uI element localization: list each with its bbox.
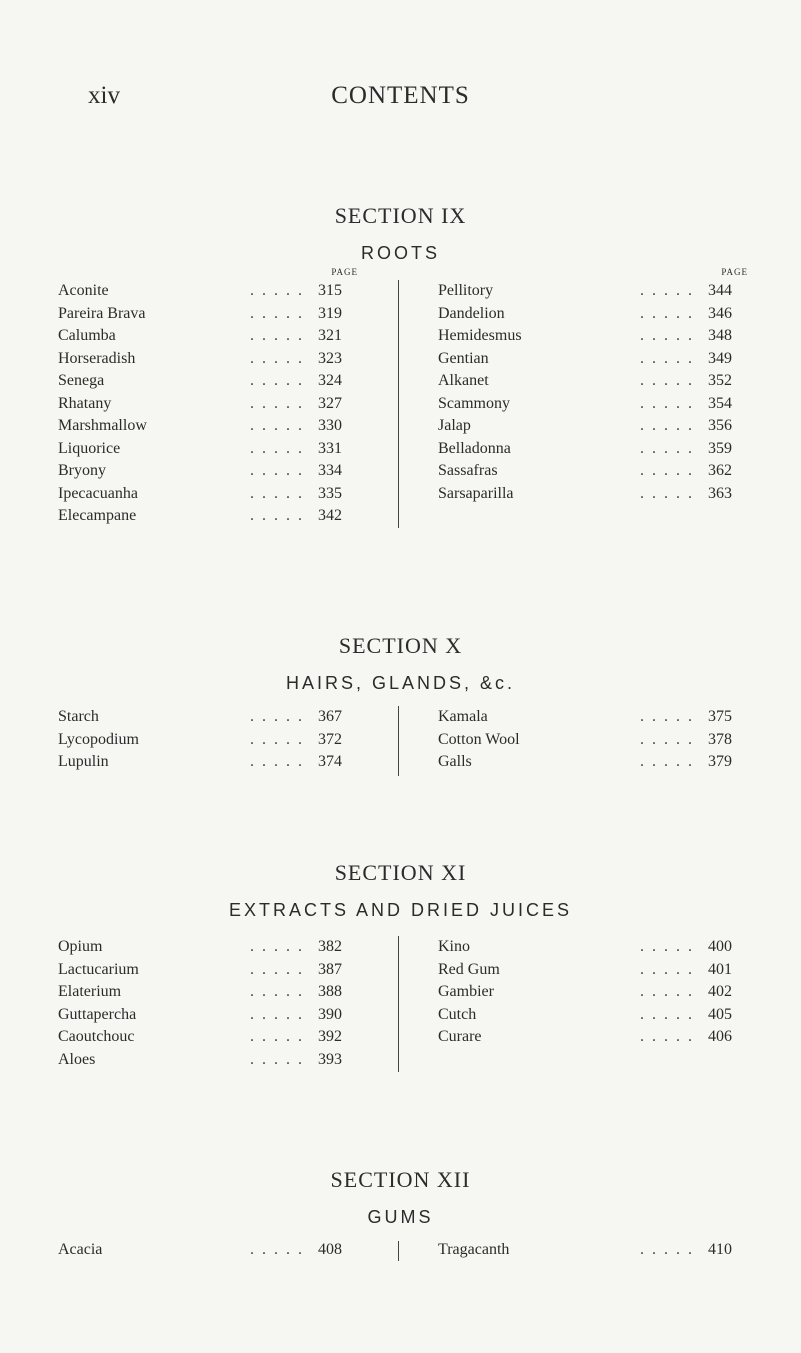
entry-page-number: 315	[318, 282, 342, 299]
entry-page-number: 359	[708, 439, 732, 457]
entry-title: Acacia	[58, 1239, 108, 1261]
entry-page-number: 372	[318, 730, 342, 748]
dot-leader: .....	[250, 349, 310, 367]
section-subtitle: GUMS	[367, 1207, 434, 1227]
entry-title: Opium	[58, 936, 108, 958]
toc-column-right	[438, 936, 748, 1049]
dot-leader: .....	[250, 1028, 310, 1045]
entry-title: Aconite	[58, 280, 115, 302]
entry-page-number: 379	[708, 753, 732, 770]
entry-page-number: 393	[318, 1050, 342, 1068]
entry-title: Calumba	[58, 325, 122, 347]
entry-title: Belladonna	[438, 438, 517, 460]
entry-page-number: 378	[708, 730, 732, 748]
dot-leader: .....	[640, 983, 700, 1000]
page-number: xiv	[88, 82, 120, 109]
entry-page-number: 354	[708, 394, 732, 412]
entry-title: Elecampane	[58, 505, 142, 527]
toc-entry	[58, 280, 358, 303]
toc-entry	[438, 370, 748, 393]
dot-leader: .....	[640, 394, 700, 412]
running-title: CONTENTS	[331, 82, 470, 109]
section-subtitle: EXTRACTS AND DRIED JUICES	[228, 900, 573, 920]
entry-page-number: 367	[318, 708, 342, 725]
section-subtitle: ROOTS	[360, 243, 440, 263]
column-divider	[398, 280, 399, 528]
dot-leader: .....	[250, 327, 310, 344]
entry-title: Dandelion	[438, 303, 511, 325]
dot-leader: .....	[250, 417, 310, 434]
entry-title: Pellitory	[438, 280, 499, 302]
entry-page-number: 334	[318, 462, 342, 479]
entry-title: Kino	[438, 936, 476, 958]
column-divider	[398, 706, 399, 776]
entry-title: Tragacanth	[438, 1239, 515, 1261]
dot-leader: .....	[640, 708, 700, 725]
dot-leader: .....	[250, 960, 310, 978]
dot-leader: .....	[250, 304, 310, 322]
dot-leader: .....	[250, 1241, 310, 1258]
entry-page-number: 346	[708, 304, 732, 322]
entry-page-number: 342	[318, 507, 342, 524]
entry-page-number: 401	[708, 960, 732, 978]
entry-page-number: 410	[708, 1241, 732, 1258]
entry-page-number: 406	[708, 1028, 732, 1045]
dot-leader: .....	[640, 417, 700, 434]
toc-entry	[438, 729, 748, 752]
toc-entry	[438, 706, 748, 729]
toc-entry	[438, 959, 748, 982]
toc-entry	[58, 325, 358, 348]
toc-entry	[58, 981, 358, 1004]
entry-page-number: 319	[318, 304, 342, 322]
entry-page-number: 348	[708, 327, 732, 344]
section-title: SECTION IX	[334, 203, 467, 228]
toc-entry	[438, 393, 748, 416]
toc-entry	[58, 303, 358, 326]
toc-entry	[58, 751, 358, 774]
dot-leader: .....	[640, 439, 700, 457]
toc-column-left	[58, 267, 358, 528]
entry-page-number: 363	[708, 484, 732, 502]
entry-title: Liquorice	[58, 438, 126, 460]
dot-leader: .....	[250, 282, 310, 299]
toc-entry	[58, 370, 358, 393]
entry-page-number: 392	[318, 1028, 342, 1045]
entry-title: Alkanet	[438, 370, 495, 392]
toc-entry	[58, 706, 358, 729]
toc-entry	[58, 1026, 358, 1049]
dot-leader: .....	[250, 708, 310, 725]
toc-entry	[438, 348, 748, 371]
entry-title: Lycopodium	[58, 729, 145, 751]
toc-entry	[58, 936, 358, 959]
dot-leader: .....	[640, 730, 700, 748]
entry-page-number: 400	[708, 938, 732, 955]
toc-entry	[438, 438, 748, 461]
toc-entry	[438, 303, 748, 326]
dot-leader: .....	[250, 730, 310, 748]
entry-page-number: 344	[708, 282, 732, 299]
dot-leader: .....	[640, 282, 700, 299]
entry-page-number: 382	[318, 938, 342, 955]
entry-page-number: 374	[318, 753, 342, 770]
toc-entry	[58, 959, 358, 982]
entry-page-number: 327	[318, 394, 342, 412]
toc-entry	[58, 1004, 358, 1027]
section-title: SECTION XI	[334, 860, 467, 885]
toc-entry	[438, 981, 748, 1004]
dot-leader: .....	[250, 462, 310, 479]
entry-title: Rhatany	[58, 393, 117, 415]
section-title: SECTION X	[338, 633, 463, 658]
entry-page-number: 408	[318, 1241, 342, 1258]
column-divider	[398, 936, 399, 1072]
entry-page-number: 352	[708, 372, 732, 389]
entry-page-number: 390	[318, 1005, 342, 1023]
dot-leader: .....	[640, 372, 700, 389]
entry-title: Curare	[438, 1026, 488, 1048]
entry-title: Gentian	[438, 348, 495, 370]
dot-leader: .....	[640, 753, 700, 770]
entry-title: Hemidesmus	[438, 325, 528, 347]
toc-entry	[438, 1239, 748, 1262]
dot-leader: .....	[640, 1241, 700, 1258]
toc-entry	[438, 1004, 748, 1027]
entry-page-number: 375	[708, 708, 732, 725]
dot-leader: .....	[640, 462, 700, 479]
entry-title: Sassafras	[438, 460, 504, 482]
column-divider	[398, 1241, 399, 1261]
entry-title: Marshmallow	[58, 415, 153, 437]
toc-column-right	[438, 1239, 748, 1262]
entry-page-number: 321	[318, 327, 342, 344]
section-title: SECTION XII	[330, 1167, 471, 1192]
toc-entry	[58, 483, 358, 506]
toc-entry	[58, 1049, 358, 1072]
toc-entry	[438, 1026, 748, 1049]
toc-entry	[58, 438, 358, 461]
dot-leader: .....	[640, 1005, 700, 1023]
dot-leader: .....	[250, 938, 310, 955]
dot-leader: .....	[640, 1028, 700, 1045]
dot-leader: .....	[250, 983, 310, 1000]
toc-entry	[58, 505, 358, 528]
entry-page-number: 405	[708, 1005, 732, 1023]
dot-leader: .....	[250, 394, 310, 412]
entry-title: Senega	[58, 370, 110, 392]
entry-page-number: 323	[318, 349, 342, 367]
entry-title: Bryony	[58, 460, 112, 482]
toc-entry	[438, 483, 748, 506]
toc-entry	[438, 751, 748, 774]
toc-entry	[438, 325, 748, 348]
toc-column-right	[438, 267, 748, 505]
dot-leader: .....	[250, 439, 310, 457]
dot-leader: .....	[640, 938, 700, 955]
toc-entry	[58, 729, 358, 752]
dot-leader: .....	[640, 484, 700, 502]
toc-entry	[438, 936, 748, 959]
dot-leader: .....	[250, 507, 310, 524]
entry-title: Aloes	[58, 1049, 101, 1071]
entry-title: Red Gum	[438, 959, 506, 981]
entry-title: Starch	[58, 706, 105, 728]
entry-title: Jalap	[438, 415, 477, 437]
toc-entry	[58, 415, 358, 438]
dot-leader: .....	[640, 349, 700, 367]
entry-page-number: 330	[318, 417, 342, 434]
entry-title: Sarsaparilla	[438, 483, 520, 505]
toc-column-left	[58, 1239, 358, 1262]
entry-page-number: 387	[318, 960, 342, 978]
toc-column-left	[58, 706, 358, 774]
dot-leader: .....	[250, 1005, 310, 1023]
entry-title: Lupulin	[58, 751, 115, 773]
toc-entry	[58, 393, 358, 416]
toc-entry	[58, 1239, 358, 1262]
entry-title: Cotton Wool	[438, 729, 526, 751]
entry-title: Kamala	[438, 706, 494, 728]
dot-leader: .....	[250, 484, 310, 502]
entry-title: Elaterium	[58, 981, 127, 1003]
entry-page-number: 388	[318, 983, 342, 1000]
dot-leader: .....	[640, 327, 700, 344]
toc-entry	[438, 280, 748, 303]
toc-entry	[58, 348, 358, 371]
entry-page-number: 335	[318, 484, 342, 502]
dot-leader: .....	[250, 372, 310, 389]
toc-entry	[438, 460, 748, 483]
page-column-label: PAGE	[331, 267, 358, 277]
dot-leader: .....	[250, 1050, 310, 1068]
entry-page-number: 324	[318, 372, 342, 389]
entry-title: Cutch	[438, 1004, 482, 1026]
entry-title: Ipecacuanha	[58, 483, 144, 505]
entry-title: Galls	[438, 751, 478, 773]
page-header	[0, 82, 801, 112]
entry-title: Scammony	[438, 393, 516, 415]
dot-leader: .....	[640, 304, 700, 322]
section-subtitle: HAIRS, GLANDS, &c.	[285, 673, 516, 693]
entry-title: Caoutchouc	[58, 1026, 140, 1048]
toc-entry	[58, 460, 358, 483]
entry-page-number: 331	[318, 439, 342, 457]
toc-column-right	[438, 706, 748, 774]
entry-page-number: 356	[708, 417, 732, 434]
toc-entry	[438, 415, 748, 438]
entry-title: Lactucarium	[58, 959, 145, 981]
entry-title: Horseradish	[58, 348, 141, 370]
entry-page-number: 402	[708, 983, 732, 1000]
dot-leader: .....	[250, 753, 310, 770]
entry-page-number: 349	[708, 349, 732, 367]
toc-column-left	[58, 936, 358, 1071]
page-column-label: PAGE	[721, 267, 748, 277]
entry-title: Gambier	[438, 981, 500, 1003]
entry-page-number: 362	[708, 462, 732, 479]
entry-title: Guttapercha	[58, 1004, 142, 1026]
entry-title: Pareira Brava	[58, 303, 152, 325]
dot-leader: .....	[640, 960, 700, 978]
